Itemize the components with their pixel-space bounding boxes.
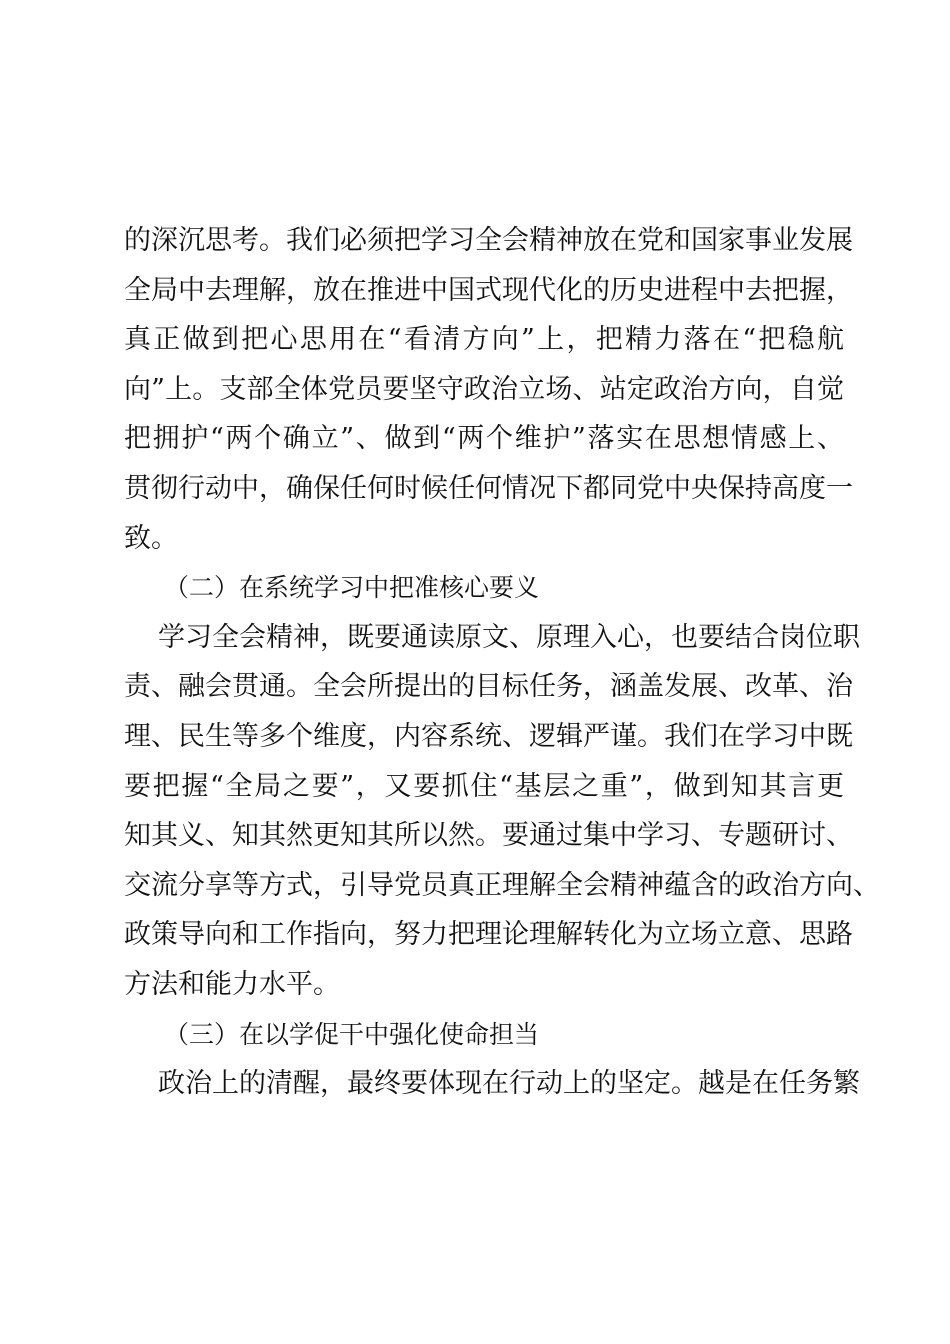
document-body [124, 216, 880, 1109]
paragraph-line: 学习全会精神，既要通读原文、原理入心，也要结合岗位职 [158, 621, 860, 653]
paragraph-line: 理、民生等多个维度，内容系统、逻辑严谨。我们在学习中既 [124, 720, 853, 752]
paragraph-line: 向”上。支部全体党员要坚守政治立场、站定政治方向，自觉 [124, 373, 844, 405]
paragraph-line: 的深沉思考。我们必须把学习全会精神放在党和国家事业发展 [124, 225, 853, 256]
paragraph-line: 交流分享等方式，引导党员真正理解全会精神蕴含的政治方向、 [124, 869, 880, 901]
section-heading-3: （三）在以学促干中强化使命担当 [164, 1019, 540, 1049]
paragraph-line: 全局中去理解，放在推进中国式现代化的历史进程中去把握， [124, 274, 853, 306]
paragraph-line: 知其义、知其然更知其所以然。要通过集中学习、专题研讨、 [124, 820, 853, 852]
paragraph-line: 责、融会贯通。全会所提出的目标任务，涵盖发展、改革、治 [124, 671, 853, 703]
paragraph-line: 政策导向和工作指向，努力把理论理解转化为立场立意、思路 [124, 919, 853, 951]
section-heading-2: （二）在系统学习中把准核心要义 [164, 573, 540, 603]
paragraph-line: 致。 [124, 522, 178, 554]
paragraph-line: 方法和能力水平。 [124, 968, 340, 1000]
paragraph-line: 政治上的清醒，最终要体现在行动上的坚定。越是在任务繁 [158, 1068, 860, 1100]
paragraph-line: 要把握“全局之要”，又要抓住“基层之重”，做到知其言更 [124, 770, 844, 802]
paragraph-line: 把拥护“两个确立”、做到“两个维护”落实在思想情感上、 [124, 423, 844, 455]
paragraph-line: 真正做到把心思用在“看清方向”上，把精力落在“把稳航 [124, 324, 844, 356]
paragraph-line: 贯彻行动中，确保任何时候任何情况下都同党中央保持高度一 [124, 472, 853, 504]
